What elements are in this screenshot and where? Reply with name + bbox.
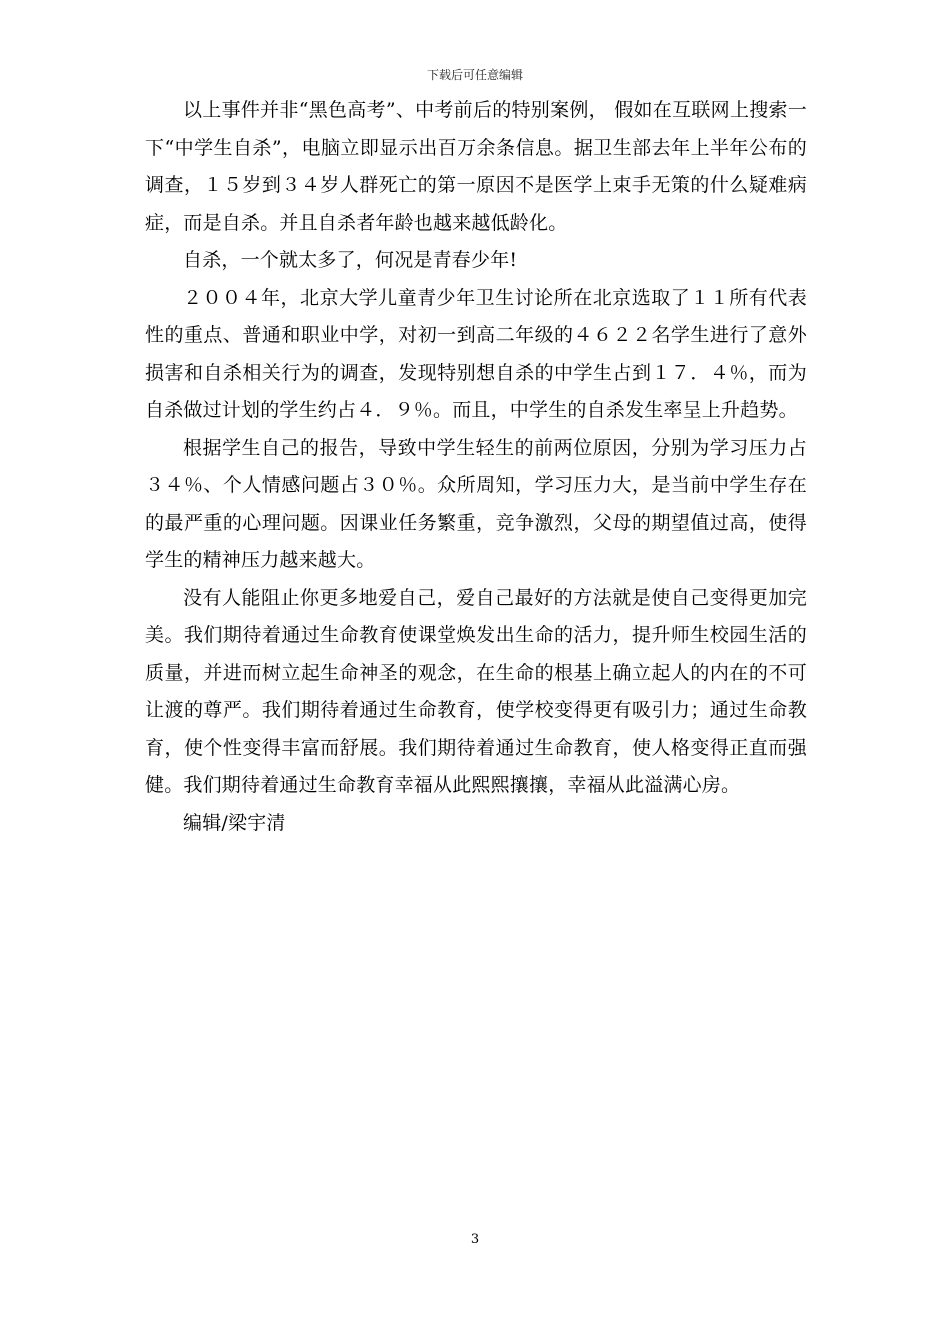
paragraph-1: 以上事件并非“黑色高考”、中考前后的特别案例， 假如在互联网上搜索一下“中学生自杀”，电脑立即显示出百万余条信息。据卫生部去年上半年公布的调查，１５岁到３４岁人群死亡的第一原因不是医学上束手无策的什么疑难病症，而是自杀。并且自杀者年龄也越来越低龄化。 — [145, 99, 807, 234]
editor-credit: 编辑/梁宇清 — [183, 811, 286, 834]
paragraph-2: 自杀，一个就太多了，何况是青春少年! — [183, 249, 518, 271]
paragraph-5: 没有人能阻止你更多地爱自己，爱自己最好的方法就是使自己变得更加完美。我们期待着通过生命教育使课堂焕发出生命的活力，提升师生校园生活的质量，并进而树立起生命神圣的观念，在生命的根基上确立起人的内在的不可让渡的尊严。我们期待着通过生命教育，使学校变得更有吸引力；通过生命教育，使个性变得丰富而舒展。我们期待着通过生命教育，使人格变得正直而强健。我们期待着通过生命教育幸福从此熙熙攘攘，幸福从此溢满心房。 — [145, 586, 807, 796]
paragraph-4: 根据学生自己的报告，导致中学生轻生的前两位原因，分别为学习压力占３４％、个人情感问题占３０％。众所周知，学习压力大，是当前中学生存在的最严重的心理问题。因课业任务繁重，竞争激烈，父母的期望值过高，使得学生的精神压力越来越大。 — [145, 436, 807, 571]
paragraph-3: ２００４年，北京大学儿童青少年卫生讨论所在北京选取了１１所有代表性的重点、普通和职业中学，对初一到高二年级的４６２２名学生进行了意外损害和自杀相关行为的调查，发现特别想自杀的中学生占到１７．４％，而为自杀做过计划的学生约占４．９％。而且，中学生的自杀发生率呈上升趋势。 — [145, 286, 807, 421]
page-number: 3 — [470, 1232, 480, 1247]
document-body — [145, 92, 807, 842]
page-header-note: 下载后可任意编辑 — [426, 68, 523, 82]
